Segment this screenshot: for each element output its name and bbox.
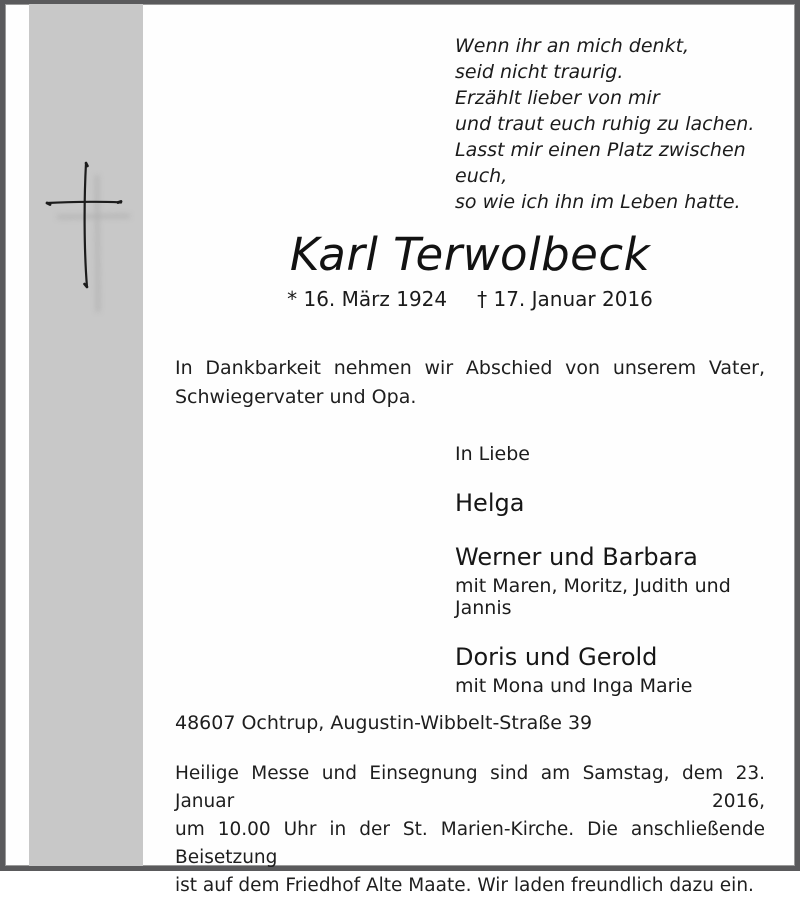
birth-date: * 16. März 1924 [287, 287, 448, 311]
death-date: † 17. Januar 2016 [477, 287, 653, 311]
cross-icon [30, 140, 150, 340]
family-member-name: Doris und Gerold [455, 643, 658, 671]
tribute-paragraph [175, 354, 765, 412]
family-intro: In Liebe [455, 443, 530, 465]
deceased-name: Karl Terwolbeck [289, 228, 651, 281]
poem-line: Lasst mir einen Platz zwischen euch, [455, 139, 746, 187]
life-dates [175, 287, 765, 311]
family-member-detail: mit Maren, Moritz, Judith und Jannis [455, 575, 731, 619]
left-gray-band [29, 4, 143, 866]
home-address: 48607 Ochtrup, Augustin-Wibbelt-Straße 39 [175, 712, 593, 734]
poem-line: Erzählt lieber von mir [455, 87, 660, 109]
family-member-name: Helga [455, 489, 525, 517]
memorial-poem [455, 33, 785, 215]
deceased-name-block [175, 230, 765, 280]
funeral-line: ist auf dem Friedhof Alte Maate. Wir laden freundlich dazu ein. [175, 875, 754, 896]
funeral-line: Heilige Messe und Einsegnung sind am Samstag, dem 23. Januar 2016, [175, 763, 765, 812]
poem-line: Wenn ihr an mich denkt, [455, 35, 690, 57]
tribute-line: In Dankbarkeit nehmen wir Abschied von unserem Vater, [175, 357, 765, 379]
family-member-detail: mit Mona und Inga Marie [455, 675, 693, 697]
poem-line: so wie ich ihn im Leben hatte. [455, 191, 741, 213]
poem-line: seid nicht traurig. [455, 61, 624, 83]
poem-line: und traut euch ruhig zu lachen. [455, 113, 755, 135]
family-member-name: Werner und Barbara [455, 543, 698, 571]
tribute-line: Schwiegervater und Opa. [175, 386, 417, 408]
funeral-line: um 10.00 Uhr in der St. Marien-Kirche. Die anschließende Beisetzung [175, 819, 765, 868]
family-block [455, 443, 785, 697]
funeral-info [175, 760, 765, 900]
